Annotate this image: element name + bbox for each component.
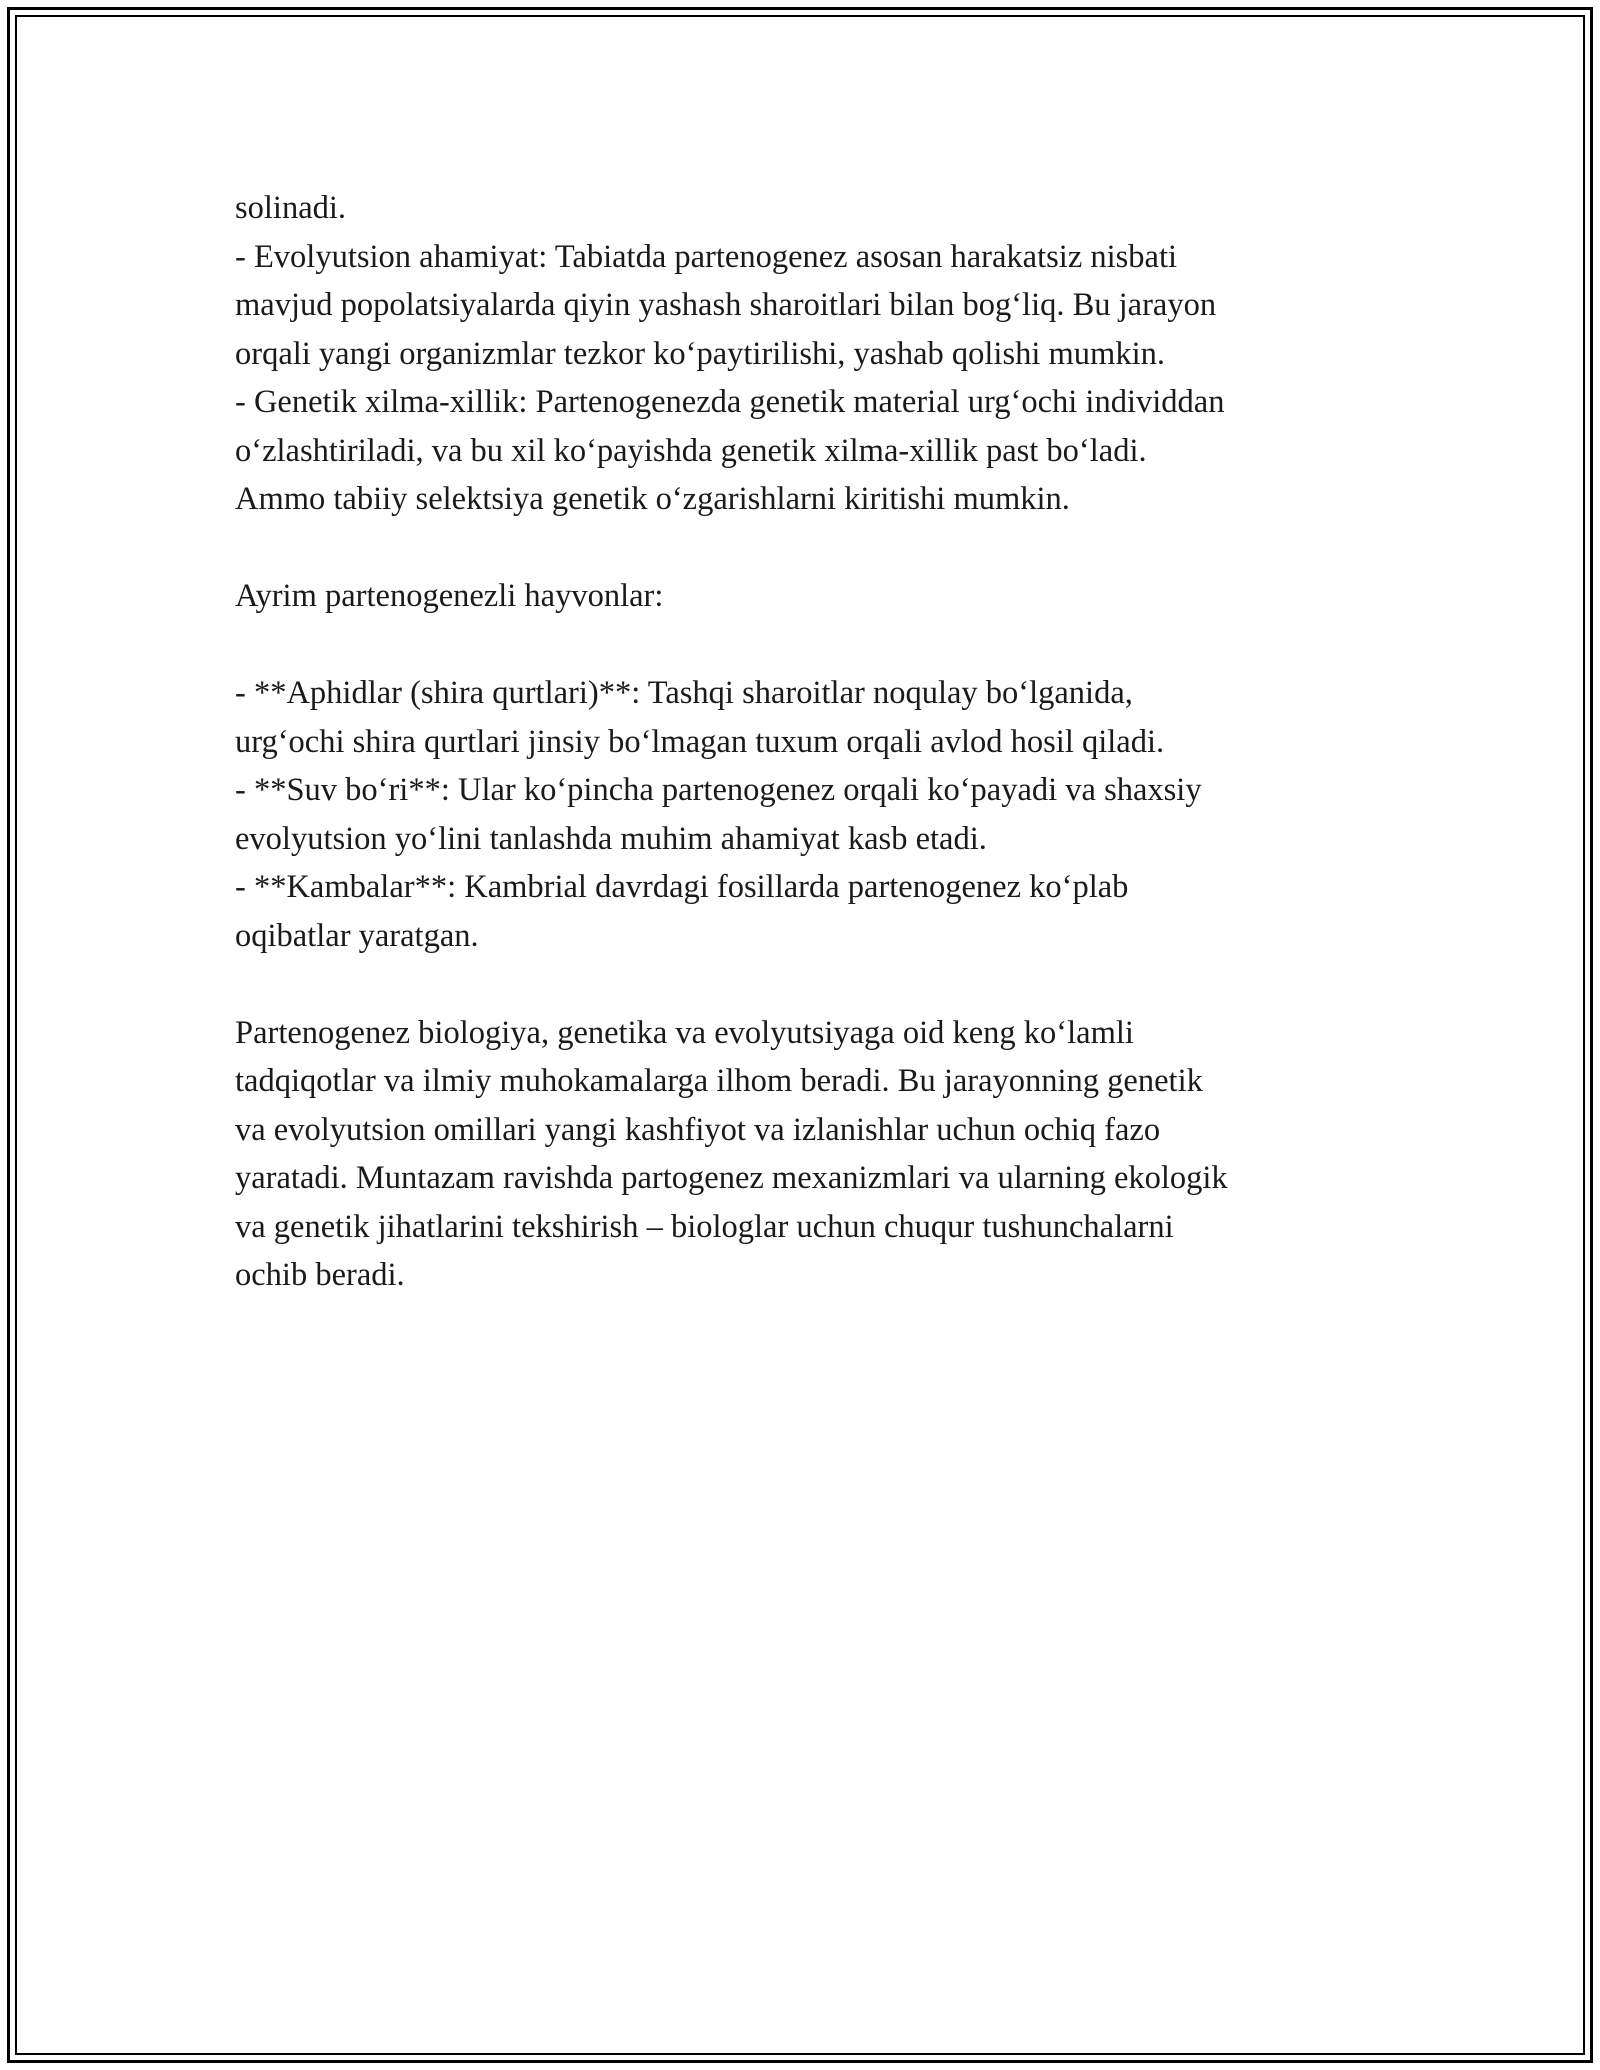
- text-line: urg‘ochi shira qurtlari jinsiy bo‘lmagan tuxum orqali avlod hosil qiladi.: [235, 723, 1165, 760]
- paragraph-gap: [235, 621, 1375, 670]
- text-line: o‘zlashtiriladi, va bu xil ko‘payishda genetik xilma-xillik past bo‘ladi.: [235, 432, 1147, 469]
- document-body: [235, 184, 1375, 1300]
- text-line: - Evolyutsion ahamiyat: Tabiatda partenogenez asosan harakatsiz nisbati: [235, 238, 1178, 275]
- text-line: - **Suv bo‘ri**: Ular ko‘pincha partenogenez orqali ko‘payadi va shaxsiy: [235, 772, 1202, 808]
- text-line: Ayrim partenogenezli hayvonlar:: [235, 578, 664, 614]
- text-line: - **Kambalar**: Kambrial davrdagi fosillarda partenogenez ko‘plab: [235, 869, 1129, 905]
- text-line: - Genetik xilma-xillik: Partenogenezda genetik material urg‘ochi individdan: [235, 384, 1225, 420]
- text-line: oqibatlar yaratgan.: [235, 917, 479, 954]
- paragraph-animals-heading: [235, 572, 1375, 621]
- paragraph-evolution-genetics: [235, 184, 1375, 524]
- text-line: mavjud popolatsiyalarda qiyin yashash sharoitlari bilan bog‘liq. Bu jarayon: [235, 287, 1217, 323]
- text-line: va genetik jihatlarini tekshirish – biologlar uchun chuqur tushunchalarni: [235, 1208, 1174, 1245]
- text-line: Ammo tabiiy selektsiya genetik o‘zgarishlarni kiritishi mumkin.: [235, 481, 1070, 517]
- paragraph-animals-list: [235, 669, 1375, 960]
- text-line: - **Aphidlar (shira qurtlari)**: Tashqi sharoitlar noqulay bo‘lganida,: [235, 675, 1133, 711]
- text-line: tadqiqotlar va ilmiy muhokamalarga ilhom beradi. Bu jarayonning genetik: [235, 1063, 1203, 1099]
- text-line: yaratadi. Muntazam ravishda partogenez mexanizmlari va ularning ekologik: [235, 1160, 1228, 1196]
- text-line: evolyutsion yo‘lini tanlashda muhim ahamiyat kasb etadi.: [235, 820, 987, 857]
- text-line: Partenogenez biologiya, genetika va evolyutsiyaga oid keng ko‘lamli: [235, 1014, 1134, 1051]
- text-line: orqali yangi organizmlar tezkor ko‘paytirilishi, yashab qolishi mumkin.: [235, 335, 1165, 372]
- paragraph-gap: [235, 524, 1375, 573]
- paragraph-gap: [235, 960, 1375, 1009]
- text-line: ochib beradi.: [235, 1257, 405, 1293]
- text-line: solinadi.: [235, 190, 347, 226]
- text-line: va evolyutsion omillari yangi kashfiyot va izlanishlar uchun ochiq fazo: [235, 1111, 1161, 1148]
- paragraph-conclusion: [235, 1009, 1375, 1300]
